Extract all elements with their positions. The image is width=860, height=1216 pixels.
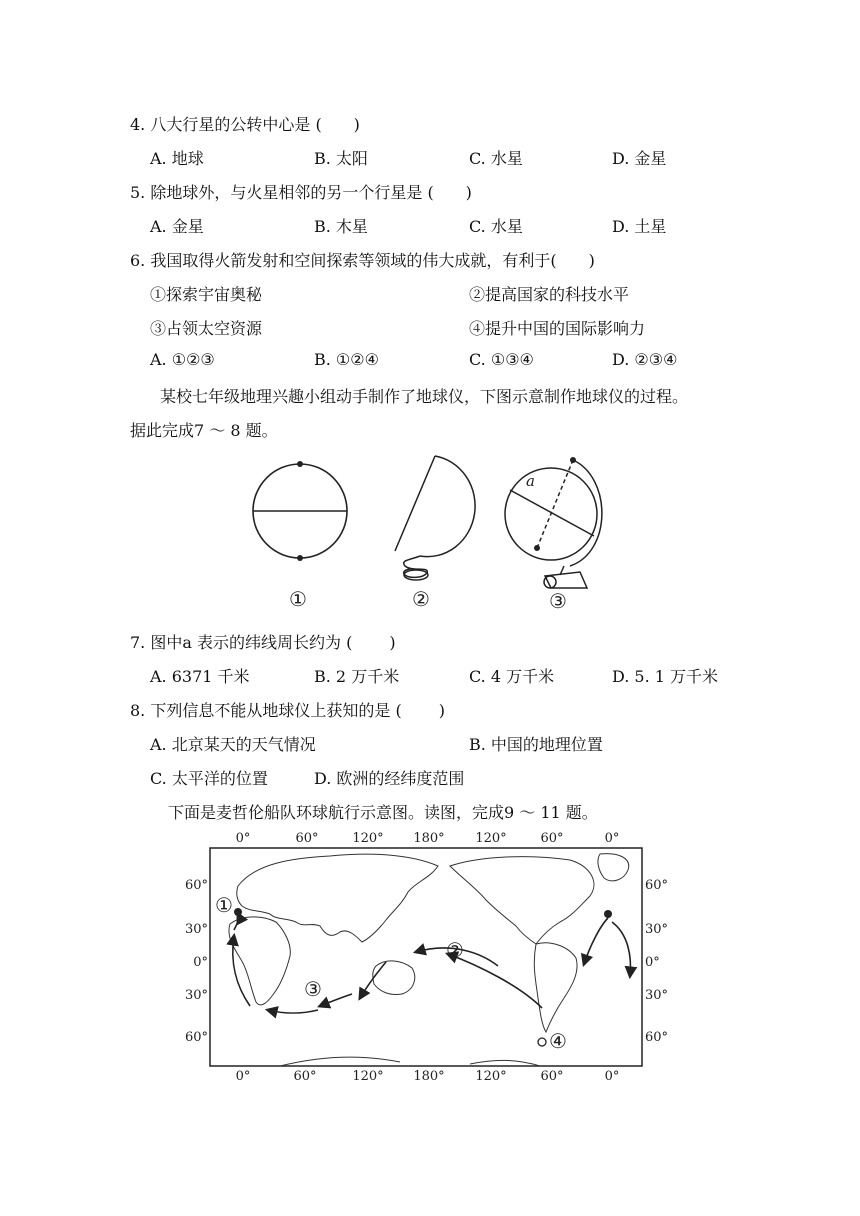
q6-item-3: ③占领太空资源 [150, 319, 263, 338]
q7-option-c[interactable]: C. 4 万千米 [469, 667, 555, 686]
q5-option-c[interactable]: C. 水星 [469, 217, 523, 236]
right-lat-label: 60° [645, 878, 669, 893]
globe-label-a: a [526, 472, 535, 490]
q6-stem: 6. 我国取得火箭发射和空间探索等领域的伟大成就，有利于( ) [130, 251, 595, 270]
q6-item-4: ④提升中国的国际影响力 [469, 319, 646, 338]
q6-item-1: ①探索宇宙奥秘 [150, 285, 263, 304]
q7-option-b[interactable]: B. 2 万千米 [314, 667, 400, 686]
q5-option-a[interactable]: A. 金星 [150, 217, 204, 236]
q4-option-c[interactable]: C. 水星 [469, 149, 523, 168]
q6-item-2: ②提高国家的科技水平 [469, 285, 630, 304]
left-lat-label: 30° [184, 988, 208, 1003]
q4-option-d[interactable]: D. 金星 [612, 149, 667, 168]
left-lat-label: 30° [184, 922, 208, 937]
globe-label-3: ③ [549, 589, 567, 613]
q8-stem: 8. 下列信息不能从地球仪上获知的是 ( ) [130, 701, 446, 720]
globe-label-2: ② [412, 587, 430, 611]
map-marker-2: ② [446, 938, 464, 962]
intro911-text: 下面是麦哲伦船队环球航行示意图。读图，完成9 ～ 11 题。 [168, 803, 598, 822]
magellan-route-map [180, 826, 672, 1086]
q6-option-b[interactable]: B. ①②④ [314, 350, 379, 369]
globe-label-1: ① [289, 587, 307, 611]
left-lat-label: 60° [184, 878, 208, 893]
globe-step1-circle [253, 461, 347, 561]
q7-option-a[interactable]: A. 6371 千米 [150, 667, 250, 686]
map-marker-3: ③ [304, 977, 322, 1001]
q8-option-d[interactable]: D. 欧洲的经纬度范围 [314, 769, 465, 788]
map-marker-4: ④ [549, 1029, 567, 1053]
q8-option-a[interactable]: A. 北京某天的天气情况 [150, 735, 316, 754]
q4-option-a[interactable]: A. 地球 [150, 149, 204, 168]
right-lat-label: 30° [645, 988, 669, 1003]
q5-option-b[interactable]: B. 木星 [314, 217, 368, 236]
globe-step3-globe [505, 457, 602, 588]
q8-option-c[interactable]: C. 太平洋的位置 [150, 769, 268, 788]
top-lon-label: 0° [604, 831, 620, 846]
q7-stem: 7. 图中a 表示的纬线周长约为 ( ) [130, 633, 396, 652]
right-lat-label: 30° [645, 922, 669, 937]
intro78-line1: 某校七年级地理兴趣小组动手制作了地球仪，下图示意制作地球仪的过程。 [160, 387, 689, 406]
q7-option-d[interactable]: D. 5. 1 万千米 [612, 667, 719, 686]
top-lon-label: 60° [295, 831, 319, 846]
q6-option-a[interactable]: A. ①②③ [150, 350, 215, 369]
start-port-left [234, 908, 242, 916]
top-lon-label: 180° [413, 831, 445, 846]
q6-option-d[interactable]: D. ②③④ [612, 350, 678, 369]
bottom-lon-label: 120° [475, 1069, 507, 1084]
left-lat-label: 60° [184, 1030, 208, 1045]
intro78-line2: 据此完成7 ～ 8 题。 [130, 421, 278, 440]
left-lat-label: 0° [193, 955, 208, 970]
globe-step2-half [395, 456, 475, 580]
bottom-lon-label: 0° [604, 1069, 620, 1084]
top-lon-label: 120° [352, 831, 384, 846]
bottom-lon-label: 0° [235, 1069, 251, 1084]
q8-option-b[interactable]: B. 中国的地理位置 [469, 735, 603, 754]
top-lon-label: 60° [540, 831, 564, 846]
q5-stem: 5. 除地球外，与火星相邻的另一个行星是 ( ) [130, 183, 472, 202]
bottom-lon-label: 180° [413, 1069, 445, 1084]
top-lon-label: 0° [235, 831, 251, 846]
bottom-lon-label: 60° [540, 1069, 564, 1084]
q5-option-d[interactable]: D. 土星 [612, 217, 667, 236]
start-port-right [604, 910, 612, 918]
q4-option-b[interactable]: B. 太阳 [314, 149, 368, 168]
bottom-lon-label: 120° [352, 1069, 384, 1084]
top-lon-label: 120° [475, 831, 507, 846]
map-frame [210, 848, 642, 1066]
right-lat-label: 60° [645, 1030, 669, 1045]
map-marker-1: ① [215, 893, 233, 917]
bottom-lon-label: 60° [293, 1069, 317, 1084]
q4-stem: 4. 八大行星的公转中心是 ( ) [130, 115, 360, 134]
right-lat-label: 0° [645, 955, 660, 970]
globe-making-figure [240, 448, 620, 618]
q6-option-c[interactable]: C. ①③④ [469, 350, 534, 369]
